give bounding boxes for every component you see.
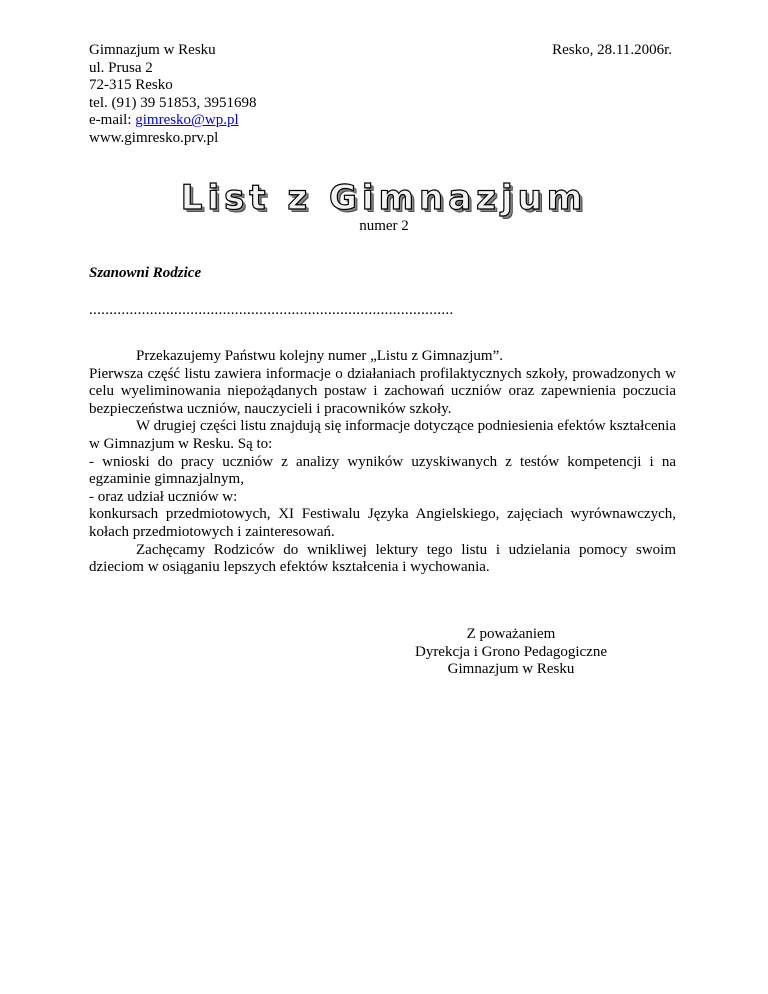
sender-website: www.gimresko.prv.pl	[89, 129, 219, 146]
sender-address-block	[89, 42, 256, 148]
dotted-fill-line: ..........................................................................................	[89, 302, 454, 318]
masthead-title: List z Gimnazjum	[180, 178, 588, 218]
paragraph-intro: Przekazujemy Państwu kolejny numer „Listu z Gimnazjum”.	[136, 348, 503, 364]
paragraph-part-two: W drugiej części listu znajdują się informacje dotyczące podniesienia efektów kształcenia w Gimnazjum w Resku. Są to:	[89, 418, 676, 452]
letter-body	[89, 348, 676, 577]
sender-postal-code: 72-315 Resko	[89, 77, 173, 94]
issue-number: numer 2	[359, 218, 409, 234]
sender-email-line	[89, 112, 256, 130]
list-item-conclusions: - wnioski do pracy uczniów z analizy wyników uzyskiwanych z testów kompetencji i na egzaminie gimnazjalnym,	[89, 453, 676, 488]
closing-regards: Z poważaniem	[466, 626, 556, 642]
closing-signatory: Dyrekcja i Grono Pedagogiczne	[414, 643, 607, 660]
list-item-participation: - oraz udział uczniów w:	[89, 488, 238, 505]
email-label: e-mail:	[89, 112, 136, 129]
paragraph-part-one: Pierwsza część listu zawiera informacje o działaniach profilaktycznych szkoły, prowadzonych w celu wyeliminowania niepożądanych postaw i zachowań uczniów oraz zapewnienia poczucia bezpieczeństwa uczniów, nauczycieli i pracowników szkoły.	[89, 365, 676, 417]
letter-date: Resko, 28.11.2006r.	[552, 42, 672, 58]
masthead	[0, 178, 768, 218]
sender-name: Gimnazjum w Resku	[89, 42, 216, 58]
sender-street: ul. Prusa 2	[89, 59, 153, 76]
paragraph-activities: konkursach przedmiotowych, XI Festiwalu Języka Angielskiego, zajęciach wyrównawczych, kołach przedmiotowych i zainteresowań.	[89, 506, 676, 540]
email-link[interactable]: gimresko@wp.pl	[135, 112, 239, 129]
sender-phone: tel. (91) 39 51853, 3951698	[89, 94, 257, 111]
closing-signature	[411, 626, 611, 679]
paragraph-encouragement: Zachęcamy Rodziców do wnikliwej lektury tego listu i udzielania pomocy swoim dzieciom w osiąganiu lepszych efektów kształcenia i wychowania.	[89, 541, 676, 576]
closing-school: Gimnazjum w Resku	[447, 661, 575, 678]
salutation: Szanowni Rodzice	[89, 265, 202, 281]
